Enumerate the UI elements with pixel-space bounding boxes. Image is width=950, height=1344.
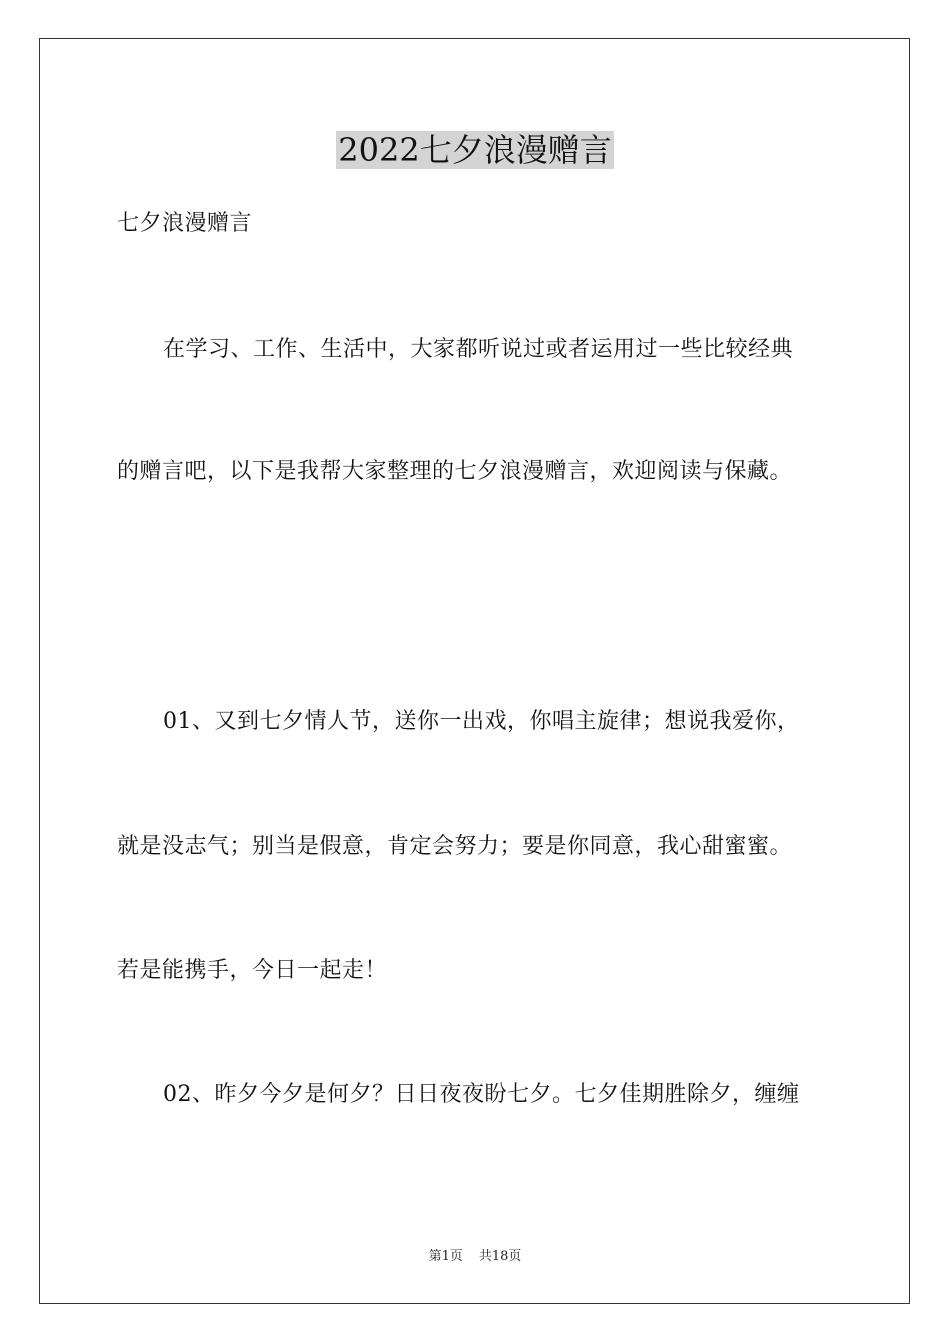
paragraph-line: 在学习、工作、生活中，大家都听说过或者运用过一些比较经典 xyxy=(163,337,794,362)
paragraph-line: 01、又到七夕情人节，送你一出戏，你唱主旋律；想说我爱你， xyxy=(163,709,800,734)
document-title-text: 2022七夕浪漫赠言 xyxy=(338,131,612,169)
paragraph-line: 若是能携手，今日一起走！ xyxy=(117,958,388,983)
page-number: 第1页 xyxy=(428,1249,463,1264)
paragraph-line: 就是没志气；别当是假意，肯定会努力；要是你同意，我心甜蜜蜜。 xyxy=(117,834,793,859)
total-pages: 共18页 xyxy=(478,1249,522,1264)
paragraph-line: 02、昨夕今夕是何夕？日日夜夜盼七夕。七夕佳期胜除夕，缠缠 xyxy=(163,1082,800,1107)
subtitle: 七夕浪漫赠言 xyxy=(117,211,253,236)
page-footer xyxy=(0,1248,950,1266)
document-title xyxy=(0,128,950,172)
paragraph-line: 的赠言吧，以下是我帮大家整理的七夕浪漫赠言，欢迎阅读与保藏。 xyxy=(117,459,793,484)
